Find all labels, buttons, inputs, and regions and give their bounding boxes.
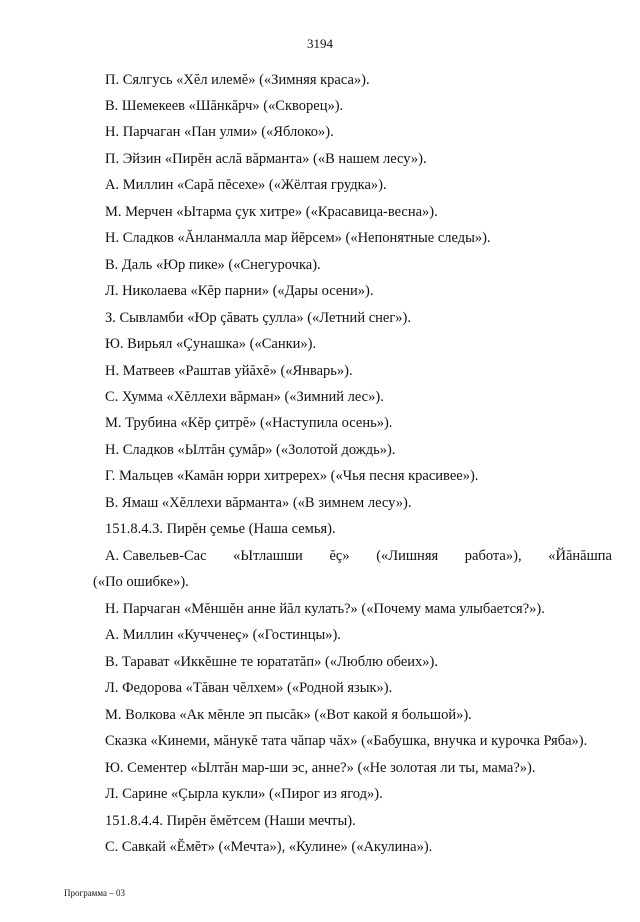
text-line: Н. Сладков «Ăнланмалла мар йĕрсем» («Непонятные следы»).	[105, 230, 491, 246]
text-line: А. Миллин «Кучченеç» («Гостинцы»).	[105, 627, 341, 643]
text-line: В. Ямаш «Хĕллехи вăрманта» («В зимнем лесу»).	[105, 495, 412, 511]
text-line: М. Мерчен «Ытарма çук хитре» («Красавица-весна»).	[105, 204, 438, 220]
text-line: М. Трубина «Кĕр çитрĕ» («Наступила осень»).	[105, 415, 393, 431]
section-heading: 151.8.4.4. Пирĕн ĕмĕтсем (Наши мечты).	[105, 813, 356, 829]
text-line-continuation: («По ошибке»).	[93, 574, 189, 590]
text-line: П. Эйзин «Пирĕн аслă вăрманта» («В нашем лесу»).	[105, 151, 427, 167]
word: «Йăнăшпа	[548, 548, 612, 564]
text-line: С. Савкай «Ĕмĕт» («Мечта»), «Кулине» («Акулина»).	[105, 839, 433, 855]
word: А. Савельев-Сас	[105, 548, 207, 564]
text-line: А. Миллин «Сарă пĕсехе» («Жёлтая грудка»).	[105, 177, 387, 193]
word: («Лишняя	[376, 548, 439, 564]
justified-text-line	[93, 547, 612, 565]
section-heading: 151.8.4.3. Пирĕн çемье (Наша семья).	[105, 521, 336, 537]
text-line: В. Даль «Юр пике» («Снегурочка).	[105, 257, 321, 273]
text-line: Н. Парчаган «Пан улми» («Яблоко»).	[105, 124, 334, 140]
text-line: Н. Матвеев «Раштав уйăхĕ» («Январь»).	[105, 363, 353, 379]
text-line: Л. Николаева «Кĕр парни» («Дары осени»).	[105, 283, 374, 299]
text-line: В. Шемекеев «Шăнкăрч» («Скворец»).	[105, 98, 344, 114]
text-line: Сказка «Кинеми, мăнукĕ тата чăпар чăх» («Бабушка, внучка и курочка Ряба»).	[105, 733, 588, 749]
word: работа»),	[464, 548, 522, 564]
word: ĕç»	[329, 548, 350, 564]
text-line: М. Волкова «Ак мĕнле эп пысăк» («Вот какой я большой»).	[105, 707, 472, 723]
text-line: П. Сялгусь «Хĕл илемĕ» («Зимняя краса»).	[105, 72, 370, 88]
text-line: Г. Мальцев «Камăн юрри хитререх» («Чья песня красивее»).	[105, 468, 479, 484]
text-line: Л. Сарине «Çырла кукли» («Пирог из ягод»).	[105, 786, 383, 802]
text-line: Н. Парчаган «Мĕншĕн анне йăл кулать?» («Почему мама улыбается?»).	[105, 601, 545, 617]
text-line: Н. Сладков «Ылтăн çумăр» («Золотой дождь»).	[105, 442, 396, 458]
text-line: В. Тарават «Иккĕшне те юрататăп» («Люблю обеих»).	[105, 654, 439, 670]
text-line: Ю. Вирьял «Çунашка» («Санки»).	[105, 336, 317, 352]
word: «Ытлашши	[233, 548, 303, 564]
text-line: Ю. Сементер «Ылтăн мар-ши эс, анне?» («Не золотая ли ты, мама?»).	[105, 760, 536, 776]
footer: Программа – 03	[64, 888, 126, 898]
page-number: 3194	[307, 36, 333, 51]
text-line: З. Сывламби «Юр çăвать çулла» («Летний снег»).	[105, 310, 411, 326]
text-line: Л. Федорова «Тăван чĕлхем» («Родной язык»).	[105, 680, 393, 696]
text-line: С. Хумма «Хĕллехи вăрман» («Зимний лес»).	[105, 389, 384, 405]
